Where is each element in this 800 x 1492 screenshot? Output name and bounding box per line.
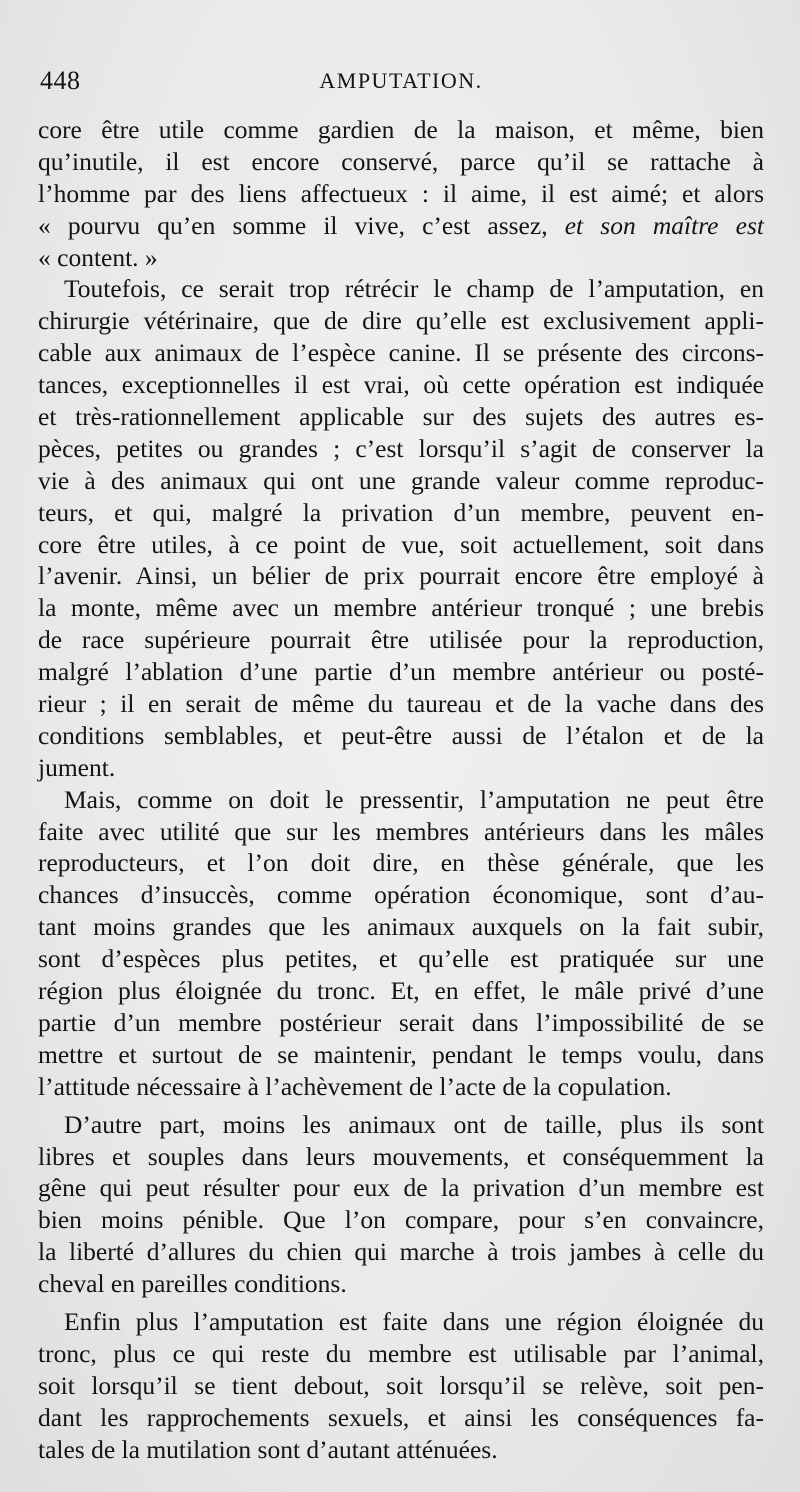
text-line: dant les rapprochements sexuels, et ainsi les conséquences fa- xyxy=(38,1402,764,1432)
text-line: la monte, même avec un membre antérieur tronqué ; une brebis xyxy=(38,593,764,623)
text-line: core être utiles, à ce point de vue, soit actuellement, soit dans xyxy=(38,529,764,559)
text-line: Enfin plus l’amputation est faite dans une région éloignée du xyxy=(64,1306,764,1336)
text-line: tances, exceptionnelles il est vrai, où cette opération est indiquée xyxy=(38,370,764,400)
text-line: soit lorsqu’il se tient debout, soit lorsqu’il se relève, soit pen- xyxy=(38,1370,764,1400)
text-line: bien moins pénible. Que l’on compare, pour s’en convaincre, xyxy=(38,1205,764,1235)
text-line: cheval en pareilles conditions. xyxy=(38,1269,347,1299)
text-line: tant moins grandes que les animaux auxquels on la fait subir, xyxy=(38,912,764,942)
text-line: région plus éloignée du tronc. Et, en effet, le mâle privé d’une xyxy=(38,976,764,1006)
text-line: mettre et surtout de se maintenir, pendant le temps voulu, dans xyxy=(38,1039,764,1069)
paragraph xyxy=(38,273,764,783)
text-line: partie d’un membre postérieur serait dans l’impossibilité de se xyxy=(38,1007,764,1037)
paragraph xyxy=(38,114,764,273)
text-line: libres et souples dans leurs mouvements, et conséquemment la xyxy=(38,1141,764,1171)
text-line: teurs, et qui, malgré la privation d’un membre, peuvent en- xyxy=(38,497,764,527)
text-line: chirurgie vétérinaire, que de dire qu’elle est exclusivement appli- xyxy=(38,306,764,336)
text-line: vie à des animaux qui ont une grande valeur comme reproduc- xyxy=(38,465,764,495)
paragraph xyxy=(38,784,764,1103)
text-line: chances d’insuccès, comme opération économique, sont d’au- xyxy=(38,880,764,910)
text-line: cable aux animaux de l’espèce canine. Il se présente des circons- xyxy=(38,338,764,368)
paragraph xyxy=(38,1306,764,1465)
text-line: core être utile comme gardien de la maison, et même, bien xyxy=(38,115,764,144)
text-line: la liberté d’allures du chien qui marche à trois jambes à celle du xyxy=(38,1237,764,1267)
text-line: qu’inutile, il est encore conservé, parce qu’il se rattache à xyxy=(38,146,764,176)
paragraph xyxy=(38,1109,764,1300)
text-line: l’homme par des liens affectueux : il aime, il est aimé; et alors xyxy=(38,178,764,208)
text-line: de race supérieure pourrait être utilisée pour la reproduction, xyxy=(38,625,764,655)
italic-phrase: et son maître est xyxy=(564,210,764,240)
text-line-roman: « pourvu qu’en somme il vive, c’est assez, xyxy=(38,210,548,240)
text-line: l’avenir. Ainsi, un bélier de prix pourrait encore être employé à xyxy=(38,561,764,591)
text-line: pèces, petites ou grandes ; c’est lorsqu’il s’agit de conserver la xyxy=(38,433,764,463)
body-text xyxy=(38,114,764,1465)
text-line: rieur ; il en serait de même du taureau et de la vache dans des xyxy=(38,689,764,719)
text-line-mixed xyxy=(38,210,764,242)
page-number: 448 xyxy=(40,66,81,95)
text-line: jument. xyxy=(38,752,116,782)
text-line: « content. » xyxy=(38,242,158,272)
text-line: malgré l’ablation d’une partie d’un membre antérieur ou posté- xyxy=(38,657,764,687)
text-line: tronc, plus ce qui reste du membre est utilisable par l’animal, xyxy=(38,1338,764,1368)
page-header xyxy=(40,66,762,102)
text-line: reproducteurs, et l’on doit dire, en thèse générale, que les xyxy=(38,848,764,878)
text-line: D’autre part, moins les animaux ont de taille, plus ils sont xyxy=(64,1109,764,1139)
text-line: faite avec utilité que sur les membres antérieurs dans les mâles xyxy=(38,816,764,846)
text-line: gêne qui peut résulter pour eux de la privation d’un membre est xyxy=(38,1173,764,1203)
text-line: l’attitude nécessaire à l’achèvement de l’acte de la copulation. xyxy=(38,1071,672,1101)
running-title: AMPUTATION. xyxy=(319,68,483,93)
text-line: tales de la mutilation sont d’autant atténuées. xyxy=(38,1434,498,1464)
text-line: Toutefois, ce serait trop rétrécir le champ de l’amputation, en xyxy=(64,274,764,304)
text-line: Mais, comme on doit le pressentir, l’amputation ne peut être xyxy=(64,784,764,814)
text-line: sont d’espèces plus petites, et qu’elle est pratiquée sur une xyxy=(38,944,764,974)
text-line: conditions semblables, et peut-être aussi de l’étalon et de la xyxy=(38,720,764,750)
text-line: et très-rationnellement applicable sur des sujets des autres es- xyxy=(38,402,764,432)
